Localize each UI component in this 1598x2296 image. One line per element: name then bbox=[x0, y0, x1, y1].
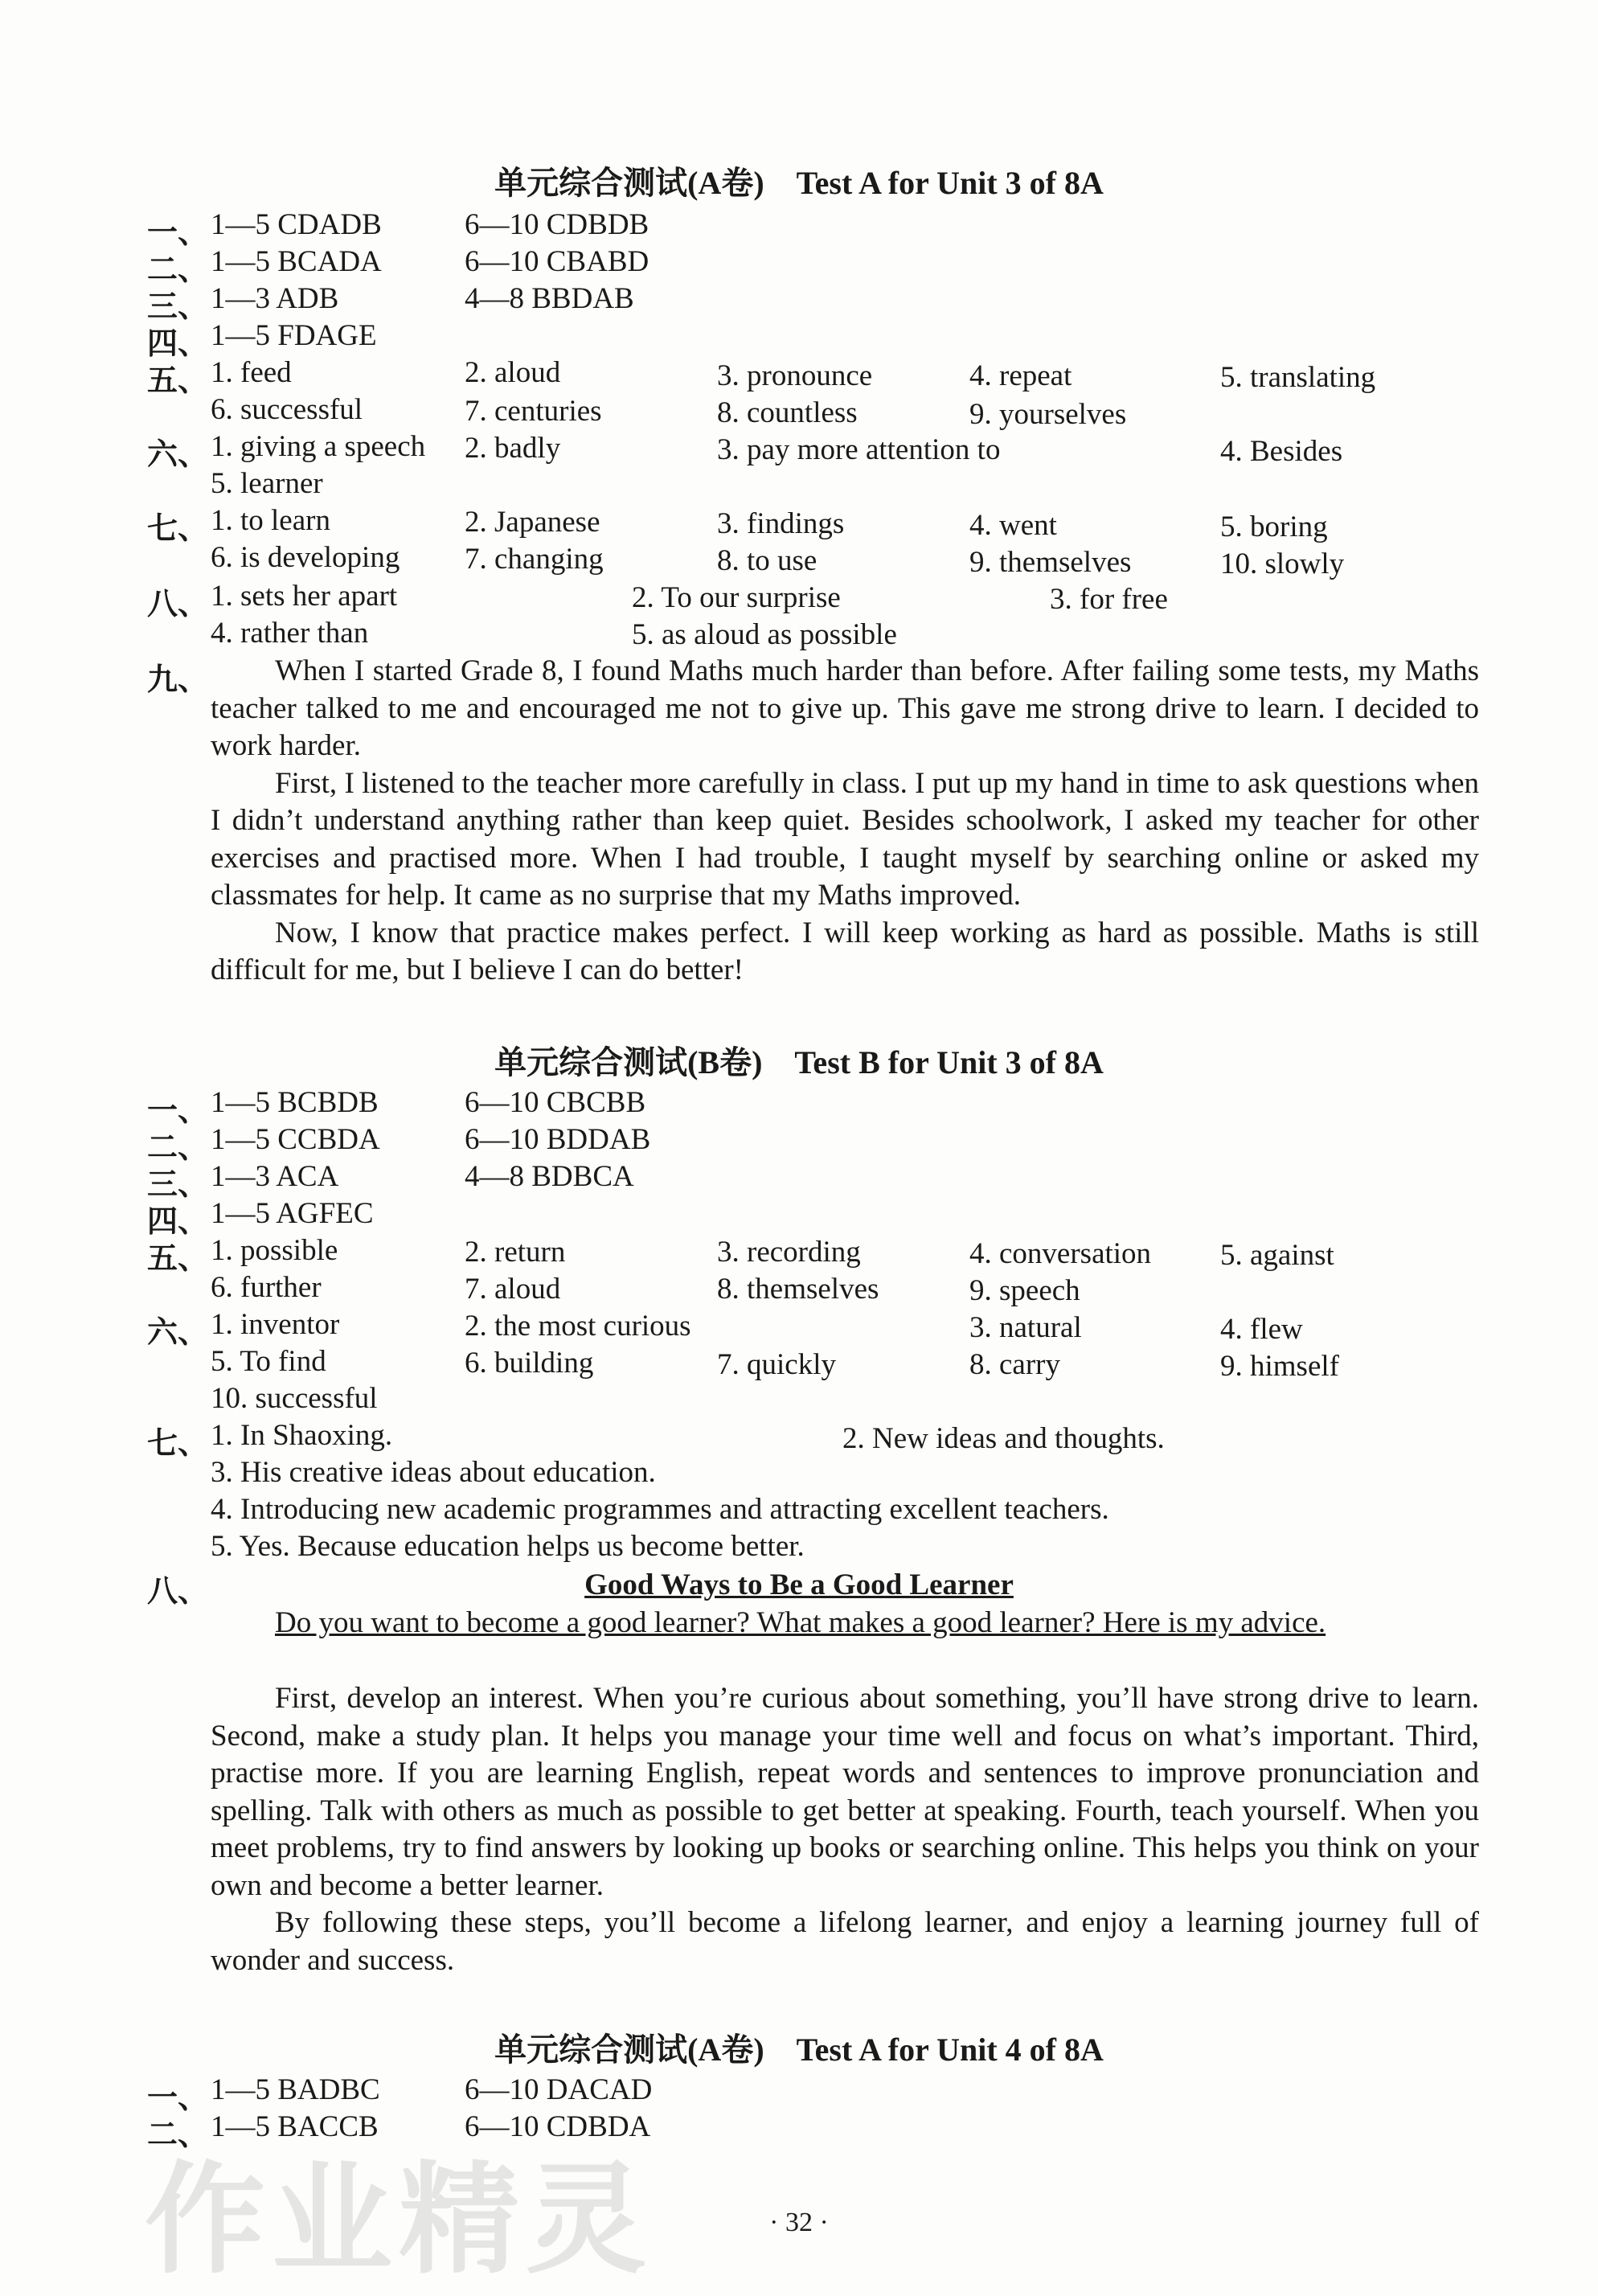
answer: 9. himself bbox=[1220, 1350, 1339, 1383]
answer: 5. as aloud as possible bbox=[632, 618, 897, 651]
essay-paragraph: First, develop an interest. When you’re curious about something, you’ll have strong drive to learn. Second, make a study plan. It helps you manage your time well and focus on what’s important. Third, practise more. If you are learning English, repeat words and sentences to improve pronunciation and spelling. Talk with others as much as possible to get better at speaking. Fourth, teach yourself. When you meet problems, try to find answers by looking up books or searching online. This helps you think on your own and become a better learner. bbox=[211, 1682, 1479, 1902]
answer: 4. Besides bbox=[1220, 435, 1343, 468]
answer: 4. went bbox=[969, 509, 1057, 542]
part-label: 六、 bbox=[147, 438, 209, 472]
answer: 9. yourselves bbox=[969, 398, 1127, 431]
answer: 2. aloud bbox=[465, 356, 561, 389]
answer: 9. speech bbox=[969, 1274, 1080, 1307]
answer: 2. Japanese bbox=[465, 506, 600, 539]
part-label: 三、 bbox=[147, 1168, 209, 1202]
answer: 10. slowly bbox=[1220, 547, 1345, 580]
essay-paragraph: By following these steps, you’ll become a lifelong learner, and enjoy a learning journey full of wonder and success. bbox=[211, 1906, 1479, 1977]
part-label: 七、 bbox=[147, 1427, 209, 1461]
answer: 4—8 BBDAB bbox=[465, 282, 634, 315]
answer: 8. themselves bbox=[717, 1273, 879, 1306]
answer: 5. learner bbox=[211, 467, 323, 500]
part-label: 二、 bbox=[147, 2118, 209, 2152]
section-title-unit3-b: 单元综合测试(B卷) Test B for Unit 3 of 8A bbox=[494, 1044, 1104, 1080]
section-title-unit3-a: 单元综合测试(A卷) Test A for Unit 3 of 8A bbox=[494, 165, 1104, 201]
answer: 1—5 CCBDA bbox=[211, 1123, 380, 1156]
answer: 4. flew bbox=[1220, 1313, 1303, 1346]
essay-intro: Do you want to become a good learner? What makes a good learner? Here is my advice. bbox=[275, 1606, 1326, 1639]
answer: 4. Introducing new academic programmes and attracting excellent teachers. bbox=[211, 1493, 1109, 1526]
part-label: 二、 bbox=[147, 253, 209, 287]
answer: 1—3 ACA bbox=[211, 1160, 339, 1193]
answer: 6. is developing bbox=[211, 541, 400, 574]
answer: 8. countless bbox=[717, 396, 858, 429]
answer: 1. possible bbox=[211, 1234, 338, 1267]
part-label: 一、 bbox=[147, 1094, 209, 1128]
essay-text bbox=[211, 1680, 1479, 1979]
answer: 1—5 BCBDB bbox=[211, 1086, 379, 1119]
answer: 3. recording bbox=[717, 1236, 861, 1269]
answer: 2. return bbox=[465, 1236, 566, 1269]
answer: 1—5 AGFEC bbox=[211, 1197, 374, 1230]
answer: 5. against bbox=[1220, 1239, 1334, 1272]
answer: 5. translating bbox=[1220, 361, 1376, 394]
essay-paragraph: Now, I know that practice makes perfect. I will keep working as hard as possible. Maths is still difficult for me, but I believe I can do better! bbox=[211, 916, 1479, 986]
answer: 4. rather than bbox=[211, 617, 369, 650]
answer: 2. badly bbox=[465, 432, 561, 465]
answer: 6. further bbox=[211, 1271, 322, 1304]
essay-paragraph: First, I listened to the teacher more carefully in class. I put up my hand in time to ask questions when I didn’t understand anything rather than keep quiet. Besides schoolwork, I asked my teacher for other exercises and practised more. When I had trouble, I taught myself by searching online or asked my classmates for help. It came as no surprise that my Maths improved. bbox=[211, 766, 1479, 912]
answer: 1. to learn bbox=[211, 504, 330, 537]
part-label: 二、 bbox=[147, 1131, 209, 1165]
answer: 1—5 BADBC bbox=[211, 2073, 380, 2106]
page-number: · 32 · bbox=[769, 2208, 829, 2237]
answer: 9. themselves bbox=[969, 546, 1132, 579]
answer: 7. centuries bbox=[465, 395, 602, 428]
part-label: 五、 bbox=[147, 1242, 209, 1276]
essay-title: Good Ways to Be a Good Learner bbox=[584, 1568, 1014, 1601]
answer: 2. New ideas and thoughts. bbox=[842, 1422, 1165, 1455]
answer: 7. changing bbox=[465, 543, 604, 576]
answer: 3. pay more attention to bbox=[717, 433, 1001, 466]
part-label: 一、 bbox=[147, 2081, 209, 2115]
answer: 1—5 CDADB bbox=[211, 208, 382, 241]
answer: 6—10 CBCBB bbox=[465, 1086, 646, 1119]
answer: 8. to use bbox=[717, 544, 817, 577]
answer: 3. findings bbox=[717, 507, 845, 540]
answer: 7. quickly bbox=[717, 1348, 836, 1381]
part-label: 四、 bbox=[147, 1205, 209, 1239]
answer: 1—5 BACCB bbox=[211, 2110, 379, 2143]
answer: 3. pronounce bbox=[717, 359, 873, 392]
answer: 3. for free bbox=[1050, 583, 1168, 616]
answer: 3. natural bbox=[969, 1311, 1082, 1344]
answer: 1. giving a speech bbox=[211, 430, 426, 463]
part-label: 一、 bbox=[147, 216, 209, 250]
answer: 10. successful bbox=[211, 1382, 378, 1415]
answer: 6—10 BDDAB bbox=[465, 1123, 651, 1156]
answer: 4. conversation bbox=[969, 1237, 1152, 1270]
part-label: 七、 bbox=[147, 512, 209, 546]
answer: 5. Yes. Because education helps us become better. bbox=[211, 1530, 805, 1563]
answer: 1. sets her apart bbox=[211, 580, 398, 613]
answer: 3. His creative ideas about education. bbox=[211, 1456, 656, 1489]
answer: 5. boring bbox=[1220, 510, 1328, 543]
part-label: 三、 bbox=[147, 290, 209, 324]
answer: 7. aloud bbox=[465, 1273, 561, 1306]
answer: 1—5 FDAGE bbox=[211, 319, 377, 352]
answer: 4—8 BDBCA bbox=[465, 1160, 634, 1193]
part-label: 九、 bbox=[147, 663, 209, 697]
answer: 1. feed bbox=[211, 356, 292, 389]
answer: 6. building bbox=[465, 1347, 594, 1380]
answer: 1. In Shaoxing. bbox=[211, 1419, 393, 1452]
part-label: 六、 bbox=[147, 1316, 209, 1350]
answer: 6—10 DACAD bbox=[465, 2073, 653, 2106]
answer: 6—10 CBABD bbox=[465, 245, 649, 278]
section-title-unit4-a: 单元综合测试(A卷) Test A for Unit 4 of 8A bbox=[494, 2032, 1104, 2068]
answer: 2. the most curious bbox=[465, 1310, 691, 1343]
watermark-logo: 作业精灵 bbox=[145, 2150, 654, 2290]
part-label: 五、 bbox=[147, 364, 209, 398]
answer: 2. To our surprise bbox=[632, 581, 841, 614]
answer: 1—5 BCADA bbox=[211, 245, 382, 278]
answer: 5. To find bbox=[211, 1345, 326, 1378]
essay-paragraph: When I started Grade 8, I found Maths much harder than before. After failing some tests, my Maths teacher talked to me and encouraged me not to give up. This gave me strong drive to learn. I decided to work harder. bbox=[211, 654, 1479, 762]
answer: 1—3 ADB bbox=[211, 282, 339, 315]
answer: 4. repeat bbox=[969, 359, 1072, 392]
answer: 8. carry bbox=[969, 1348, 1060, 1381]
part-label: 八、 bbox=[147, 588, 209, 621]
essay-text bbox=[211, 653, 1479, 990]
answer: 1. inventor bbox=[211, 1308, 340, 1341]
answer: 6. successful bbox=[211, 393, 363, 426]
part-label: 四、 bbox=[147, 327, 209, 361]
part-label: 八、 bbox=[147, 1575, 209, 1609]
answer: 6—10 CDBDA bbox=[465, 2110, 651, 2143]
answer: 6—10 CDBDB bbox=[465, 208, 649, 241]
